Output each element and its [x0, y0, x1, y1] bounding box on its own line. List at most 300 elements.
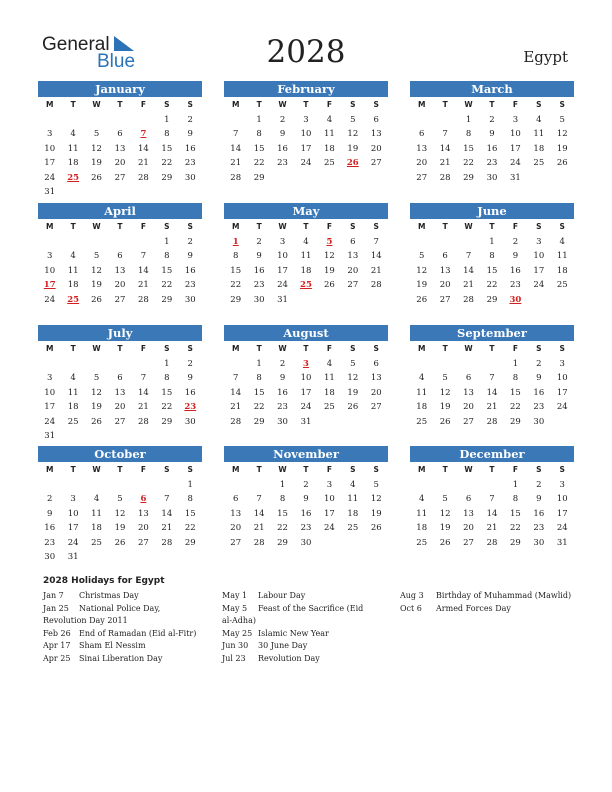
day-cell — [108, 357, 131, 372]
weekday-label: S — [350, 222, 356, 231]
day-cell: 31 — [277, 294, 288, 305]
day-cell: 23 — [533, 523, 545, 533]
weekday-label: T — [70, 100, 76, 109]
day-cell: 23 — [184, 280, 196, 290]
day-cell: 7 — [233, 129, 239, 139]
day-cell: 8 — [279, 494, 286, 504]
day-cell: 6 — [465, 494, 472, 504]
week-row — [410, 127, 574, 142]
day-cell: 1 — [164, 236, 170, 247]
holiday-date: May 5 — [222, 603, 248, 613]
day-cell — [341, 171, 364, 186]
weekday-label: F — [512, 344, 518, 353]
day-cell — [410, 357, 433, 372]
day-cell: 28 — [439, 172, 451, 183]
day-cell: 14 — [253, 508, 265, 519]
day-cell: 11 — [67, 265, 79, 276]
day-cell: 2 — [47, 494, 53, 504]
holiday-day-cell: 25 — [67, 172, 80, 183]
day-cell: 31 — [67, 552, 79, 562]
day-cell: 18 — [300, 265, 312, 276]
day-cell: 14 — [486, 387, 498, 398]
month-header: December — [410, 446, 574, 462]
weekday-label: M — [417, 344, 426, 353]
weekday-label: T — [256, 344, 262, 353]
day-cell — [132, 235, 155, 250]
day-cell: 19 — [347, 387, 359, 398]
day-cell — [551, 293, 574, 308]
weekday-label: S — [187, 465, 193, 474]
day-cell: 5 — [350, 114, 356, 125]
day-cell: 31 — [509, 172, 521, 183]
week-row — [410, 293, 574, 308]
day-cell: 24 — [556, 402, 568, 412]
weekday-label: T — [70, 344, 76, 353]
week-row — [224, 278, 388, 293]
day-cell — [410, 478, 433, 493]
day-cell: 3 — [47, 373, 53, 383]
page-title-year: 2028 — [266, 34, 346, 70]
holiday-entry — [222, 590, 372, 603]
day-cell: 15 — [161, 143, 173, 154]
day-cell: 14 — [230, 387, 242, 398]
week-row — [38, 507, 202, 522]
weekday-label: W — [464, 100, 473, 109]
day-cell: 21 — [253, 523, 265, 533]
day-cell: 7 — [465, 251, 472, 261]
day-cell: 28 — [486, 537, 498, 548]
day-cell: 8 — [256, 373, 262, 383]
week-row — [224, 293, 388, 308]
day-cell: 25 — [67, 416, 79, 427]
holiday-day-cell: 6 — [140, 494, 147, 504]
day-cell: 22 — [161, 280, 173, 290]
weekday-label: M — [231, 222, 240, 231]
day-cell: 26 — [91, 294, 102, 305]
weekday-label: M — [231, 465, 240, 474]
day-cell — [294, 171, 317, 186]
day-cell: 14 — [137, 143, 149, 154]
day-cell: 15 — [253, 387, 265, 398]
day-cell: 25 — [416, 416, 428, 427]
holiday-date: Jan 25 — [43, 603, 69, 613]
day-cell: 13 — [114, 387, 126, 398]
day-cell: 10 — [44, 265, 56, 276]
day-cell: 3 — [536, 236, 542, 247]
day-cell: 27 — [370, 158, 382, 168]
day-cell: 26 — [416, 294, 428, 305]
day-cell — [410, 113, 433, 128]
day-cell — [108, 185, 131, 200]
day-cell: 21 — [463, 280, 474, 290]
day-cell: 20 — [416, 158, 428, 168]
weekday-label: W — [278, 465, 287, 474]
day-cell: 18 — [67, 158, 79, 168]
weekday-row — [224, 342, 388, 357]
day-cell: 9 — [187, 129, 193, 139]
month-header: August — [224, 325, 388, 341]
day-cell: 21 — [137, 158, 149, 168]
weekday-label: S — [164, 100, 170, 109]
day-cell: 25 — [91, 537, 102, 548]
day-cell: 16 — [184, 387, 196, 398]
month-header: January — [38, 81, 202, 97]
holiday-date: May 1 — [222, 591, 248, 600]
day-cell — [365, 171, 388, 186]
holiday-name: Sinai Liberation Day — [79, 653, 163, 663]
day-cell: 3 — [70, 494, 76, 504]
day-cell: 27 — [137, 537, 149, 548]
weekday-label: T — [70, 222, 76, 231]
week-row — [224, 507, 388, 522]
month-march — [410, 81, 574, 185]
day-cell: 27 — [463, 416, 474, 427]
day-cell: 19 — [91, 158, 102, 168]
day-cell: 29 — [230, 294, 242, 305]
day-cell: 2 — [303, 479, 309, 490]
day-cell: 12 — [91, 143, 102, 154]
holiday-entry — [222, 653, 372, 666]
weekday-label: W — [278, 100, 287, 109]
weekday-label: S — [350, 465, 356, 474]
day-cell: 24 — [300, 158, 312, 168]
weekday-label: T — [117, 222, 123, 231]
day-cell: 6 — [419, 129, 425, 139]
day-cell: 18 — [323, 143, 335, 154]
day-cell — [179, 550, 202, 565]
week-row — [410, 171, 574, 186]
day-cell: 15 — [509, 508, 521, 519]
day-cell — [341, 536, 364, 551]
weekday-label: S — [164, 465, 170, 474]
week-row — [410, 371, 574, 386]
day-cell: 30 — [300, 537, 312, 548]
day-cell — [85, 429, 108, 444]
day-cell: 29 — [509, 416, 521, 427]
weekday-label: T — [303, 100, 309, 109]
holiday-name: Feast of the Sacrifice (Eid al-Adha) — [222, 603, 364, 625]
day-cell: 29 — [161, 294, 173, 305]
day-cell: 28 — [253, 537, 265, 548]
day-cell: 16 — [184, 265, 196, 276]
day-cell: 18 — [416, 523, 428, 533]
weekday-label: S — [559, 222, 565, 231]
day-cell: 6 — [442, 251, 448, 261]
day-cell: 10 — [323, 494, 335, 504]
day-cell: 3 — [326, 479, 333, 490]
holiday-name: Revolution Day — [258, 653, 320, 663]
day-cell: 14 — [137, 387, 149, 398]
day-cell: 2 — [489, 114, 495, 125]
day-cell: 29 — [509, 537, 521, 548]
day-cell: 30 — [184, 416, 196, 427]
day-cell: 1 — [279, 479, 286, 490]
weekday-label: F — [140, 100, 146, 109]
day-cell — [108, 235, 131, 250]
day-cell: 22 — [184, 523, 196, 533]
week-row — [38, 278, 202, 293]
day-cell — [132, 478, 155, 493]
day-cell: 25 — [323, 158, 335, 168]
day-cell — [480, 357, 503, 372]
day-cell: 5 — [93, 251, 100, 261]
holiday-date: Apr 25 — [43, 653, 71, 663]
day-cell: 9 — [47, 508, 53, 519]
day-cell — [457, 357, 480, 372]
day-cell: 30 — [486, 172, 498, 183]
holiday-name: Christmas Day — [79, 591, 139, 600]
day-cell: 13 — [137, 508, 149, 519]
day-cell — [294, 293, 317, 308]
day-cell: 14 — [439, 143, 451, 154]
holiday-entry — [43, 653, 203, 666]
day-cell: 28 — [230, 416, 242, 427]
day-cell: 22 — [509, 523, 521, 533]
weekday-label: T — [442, 100, 448, 109]
day-cell — [85, 357, 108, 372]
day-cell: 18 — [347, 508, 359, 519]
weekday-label: M — [231, 344, 240, 353]
month-january — [38, 81, 202, 200]
day-cell: 31 — [300, 416, 312, 427]
day-cell: 20 — [347, 265, 359, 276]
day-cell: 4 — [350, 479, 356, 490]
day-cell: 15 — [463, 143, 474, 154]
holiday-name: National Police Day, Revolution Day 2011 — [43, 603, 161, 625]
day-cell — [410, 235, 433, 250]
day-cell: 15 — [161, 387, 173, 398]
holiday-day-cell: 26 — [346, 158, 359, 168]
holiday-date: Jan 7 — [43, 591, 64, 600]
day-cell — [365, 536, 388, 551]
day-cell: 3 — [512, 114, 519, 125]
day-cell: 23 — [44, 537, 56, 548]
day-cell: 6 — [117, 129, 123, 139]
day-cell: 24 — [44, 416, 56, 427]
day-cell: 8 — [187, 494, 193, 504]
week-row — [224, 400, 388, 415]
day-cell: 15 — [486, 265, 498, 276]
day-cell: 28 — [137, 172, 149, 183]
month-header: May — [224, 203, 388, 219]
day-cell: 21 — [486, 402, 498, 412]
weekday-label: S — [373, 100, 379, 109]
day-cell: 26 — [370, 523, 382, 533]
weekday-label: S — [559, 344, 565, 353]
day-cell: 9 — [303, 494, 309, 504]
day-cell: 22 — [253, 402, 265, 412]
weekday-label: S — [350, 344, 356, 353]
day-cell: 4 — [419, 373, 425, 383]
day-cell: 18 — [323, 387, 335, 398]
day-cell — [179, 185, 202, 200]
day-cell: 10 — [44, 387, 56, 398]
day-cell: 25 — [323, 402, 335, 412]
month-header: February — [224, 81, 388, 97]
day-cell: 16 — [184, 143, 196, 154]
week-row — [38, 127, 202, 142]
week-row — [38, 371, 202, 386]
day-cell: 2 — [279, 114, 286, 125]
month-october — [38, 446, 202, 565]
weekday-label: T — [489, 465, 495, 474]
day-cell: 16 — [253, 265, 265, 276]
day-cell: 19 — [323, 265, 335, 276]
weekday-label: S — [350, 100, 356, 109]
day-cell: 17 — [556, 508, 568, 519]
day-cell: 19 — [91, 402, 102, 412]
day-cell: 8 — [512, 494, 519, 504]
day-cell — [132, 357, 155, 372]
day-cell: 16 — [44, 523, 56, 533]
day-cell: 22 — [253, 158, 265, 168]
day-cell: 9 — [489, 129, 495, 139]
day-cell: 13 — [370, 129, 382, 139]
day-cell: 27 — [114, 294, 126, 305]
day-cell: 9 — [187, 251, 193, 261]
day-cell: 19 — [416, 280, 428, 290]
day-cell: 6 — [117, 373, 123, 383]
day-cell: 20 — [137, 523, 149, 533]
day-cell — [155, 185, 178, 200]
day-cell: 30 — [184, 294, 196, 305]
day-cell: 8 — [164, 251, 170, 261]
weekday-label: T — [256, 465, 262, 474]
month-header: March — [410, 81, 574, 97]
day-cell: 16 — [509, 265, 521, 276]
day-cell: 26 — [556, 158, 568, 168]
day-cell: 29 — [253, 416, 265, 427]
day-cell: 26 — [91, 172, 102, 183]
holiday-date: Oct 6 — [400, 603, 422, 613]
weekday-label: W — [92, 222, 101, 231]
weekday-label: F — [326, 465, 332, 474]
weekday-label: S — [187, 222, 193, 231]
weekday-label: W — [92, 100, 101, 109]
day-cell: 10 — [67, 508, 79, 519]
day-cell — [85, 478, 108, 493]
day-cell: 26 — [114, 537, 126, 548]
day-cell: 23 — [277, 402, 288, 412]
day-cell — [61, 185, 84, 200]
day-cell: 29 — [253, 172, 265, 183]
day-cell: 10 — [556, 494, 568, 504]
day-cell: 7 — [442, 129, 448, 139]
day-cell: 20 — [230, 523, 242, 533]
week-row — [224, 264, 388, 279]
day-cell: 18 — [91, 523, 102, 533]
day-cell: 7 — [489, 373, 495, 383]
day-cell: 9 — [512, 251, 519, 261]
day-cell: 27 — [347, 280, 359, 290]
day-cell: 6 — [233, 494, 239, 504]
day-cell — [433, 235, 456, 250]
day-cell — [433, 478, 456, 493]
day-cell: 13 — [463, 508, 474, 519]
day-cell: 6 — [350, 236, 356, 247]
week-row — [38, 171, 202, 186]
day-cell: 27 — [463, 537, 474, 548]
weekday-label: S — [187, 344, 193, 353]
day-cell: 28 — [230, 172, 242, 183]
day-cell: 27 — [416, 172, 428, 183]
holiday-name: Sham El Nessim — [79, 641, 146, 650]
day-cell: 13 — [114, 265, 126, 276]
day-cell: 24 — [44, 294, 56, 305]
month-header: June — [410, 203, 574, 219]
day-cell: 29 — [161, 172, 173, 183]
day-cell: 4 — [70, 251, 76, 261]
week-row — [410, 113, 574, 128]
day-cell: 21 — [137, 402, 149, 412]
day-cell: 24 — [556, 523, 568, 533]
day-cell: 18 — [533, 143, 545, 154]
holiday-name: End of Ramadan (Eid al-Fitr) — [79, 628, 197, 638]
day-cell: 13 — [416, 143, 428, 154]
day-cell: 2 — [187, 358, 193, 369]
month-header: October — [38, 446, 202, 462]
day-cell — [341, 293, 364, 308]
weekday-label: T — [489, 100, 495, 109]
day-cell: 15 — [161, 265, 173, 276]
day-cell: 30 — [533, 416, 545, 427]
week-row — [38, 550, 202, 565]
day-cell: 16 — [277, 387, 288, 398]
week-row — [38, 386, 202, 401]
day-cell: 9 — [187, 373, 193, 383]
day-cell — [341, 415, 364, 430]
day-cell: 22 — [161, 402, 173, 412]
day-cell: 1 — [512, 479, 519, 490]
day-cell — [365, 293, 388, 308]
day-cell — [155, 550, 178, 565]
day-cell: 6 — [373, 114, 379, 125]
day-cell: 12 — [114, 508, 126, 519]
day-cell: 12 — [91, 265, 102, 276]
day-cell — [480, 478, 503, 493]
day-cell: 1 — [512, 358, 519, 369]
day-cell: 12 — [347, 129, 359, 139]
day-cell: 9 — [256, 251, 262, 261]
day-cell: 5 — [93, 373, 100, 383]
day-cell: 25 — [533, 158, 545, 168]
day-cell: 20 — [370, 387, 382, 398]
weekday-label: S — [373, 222, 379, 231]
day-cell: 8 — [465, 129, 472, 139]
day-cell: 14 — [370, 251, 382, 261]
day-cell: 5 — [442, 373, 448, 383]
week-row — [224, 113, 388, 128]
day-cell: 7 — [140, 251, 147, 261]
day-cell: 2 — [187, 114, 193, 125]
week-row — [38, 156, 202, 171]
weekday-label: M — [417, 100, 426, 109]
day-cell: 27 — [114, 172, 126, 183]
day-cell: 10 — [44, 143, 56, 154]
day-cell: 20 — [439, 280, 451, 290]
day-cell: 16 — [277, 143, 288, 154]
day-cell: 23 — [253, 280, 265, 290]
day-cell: 19 — [347, 143, 359, 154]
day-cell: 20 — [114, 158, 126, 168]
holidays-title: 2028 Holidays for Egypt — [43, 576, 165, 586]
weekday-label: T — [442, 465, 448, 474]
day-cell — [85, 550, 108, 565]
day-cell: 29 — [486, 294, 498, 305]
day-cell: 23 — [184, 158, 196, 168]
day-cell: 11 — [323, 129, 335, 139]
weekday-label: S — [536, 222, 542, 231]
